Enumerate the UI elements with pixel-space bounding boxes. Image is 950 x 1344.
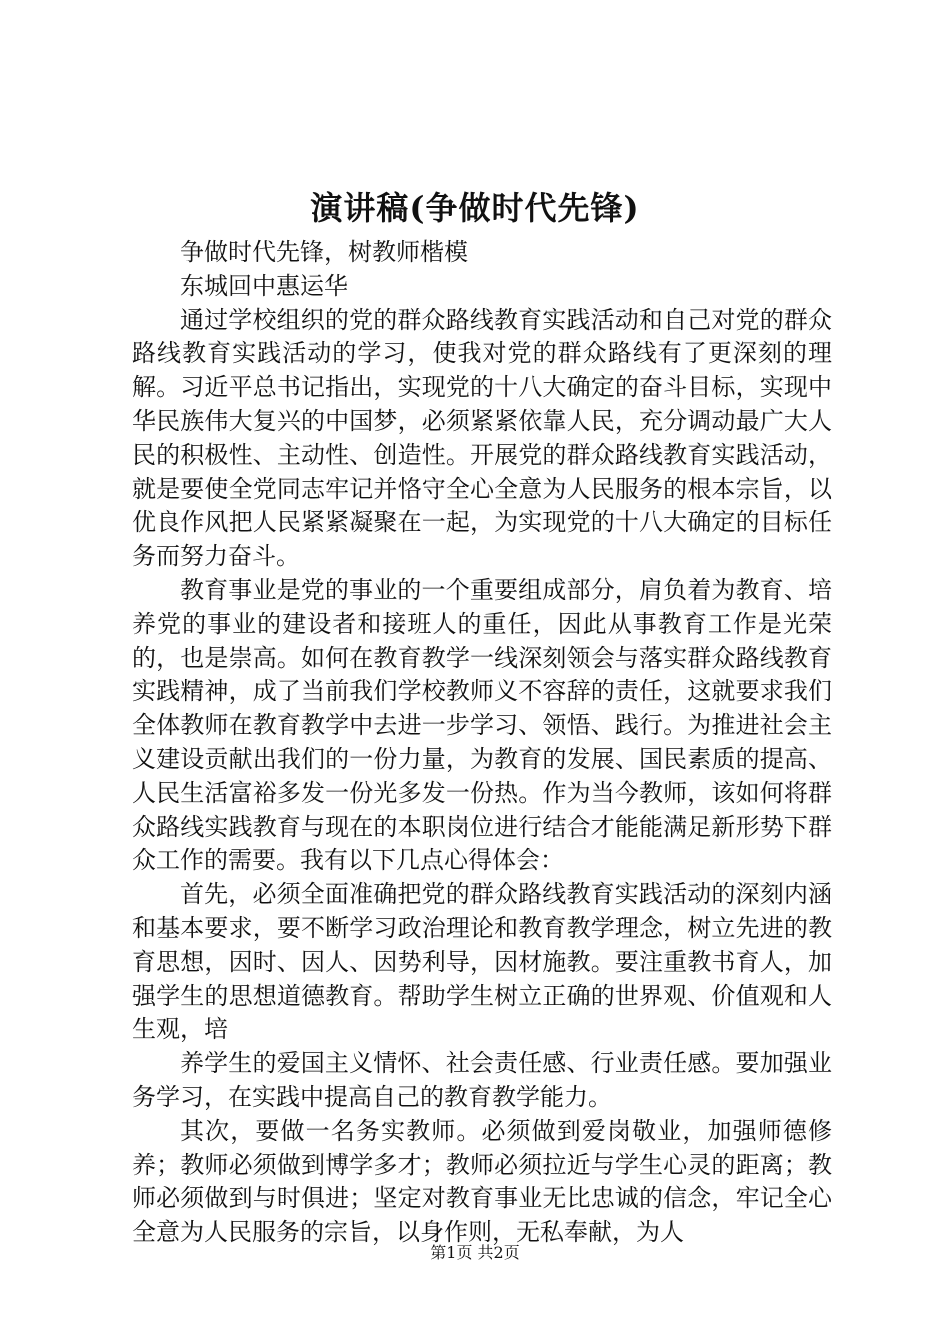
body-paragraph: 通过学校组织的党的群众路线教育实践活动和自己对党的群众路线教育实践活动的学习，使我对党的群众路线有了更深刻的理解。习近平总书记指出，实现党的十八大确定的奋斗目标，实现中华民族伟大复兴的中国梦，必须紧紧依靠人民，充分调动最广大人民的积极性、主动性、创造性。开展党的群众路线教育实践活动，就是要使全党同志牢记并恪守全心全意为人民服务的根本宗旨，以优良作风把人民紧紧凝聚在一起，为实现党的十八大确定的目标任务而努力奋斗。 (132, 305, 832, 571)
body-paragraph: 其次，要做一名务实教师。必须做到爱岗敬业，加强师德修养；教师必须做到博学多才；教师必须拉近与学生心灵的距离；教师必须做到与时俱进；坚定对教育事业无比忠诚的信念，牢记全心全意为人民服务的宗旨，以身作则，无私奉献，为人 (132, 1116, 832, 1247)
document-title: 演讲稿(争做时代先锋) (310, 189, 640, 227)
body-paragraph: 首先，必须全面准确把党的群众路线教育实践活动的深刻内涵和基本要求，要不断学习政治理论和教育教学理念，树立先进的教育思想，因时、因人、因势利导，因材施教。要注重教书育人，加强学生的思想道德教育。帮助学生树立正确的世界观、价值观和人生观，培 (132, 880, 832, 1044)
body-paragraph: 养学生的爱国主义情怀、社会责任感、行业责任感。要加强业务学习，在实践中提高自己的教育教学能力。 (132, 1049, 832, 1111)
document-body (132, 236, 832, 1250)
subtitle-paragraph: 争做时代先锋，树教师楷模 (180, 238, 468, 266)
body-paragraph: 教育事业是党的事业的一个重要组成部分，肩负着为教育、培养党的事业的建设者和接班人的重任，因此从事教育工作是光荣的，也是崇高。如何在教育教学一线深刻领会与落实群众路线教育实践精神，成了当前我们学校教师义不容辞的责任，这就要求我们全体教师在教育教学中去进一步学习、领悟、践行。为推进社会主义建设贡献出我们的一份力量，为教育的发展、国民素质的提高、人民生活富裕多发一份光多发一份热。作为当今教师，该如何将群众路线实践教育与现在的本职岗位进行结合才能能满足新形势下群众工作的需要。我有以下几点心得体会： (132, 575, 832, 875)
page-number-footer: 第1页 共2页 (430, 1243, 520, 1262)
author-paragraph: 东城回中惠运华 (180, 271, 348, 300)
